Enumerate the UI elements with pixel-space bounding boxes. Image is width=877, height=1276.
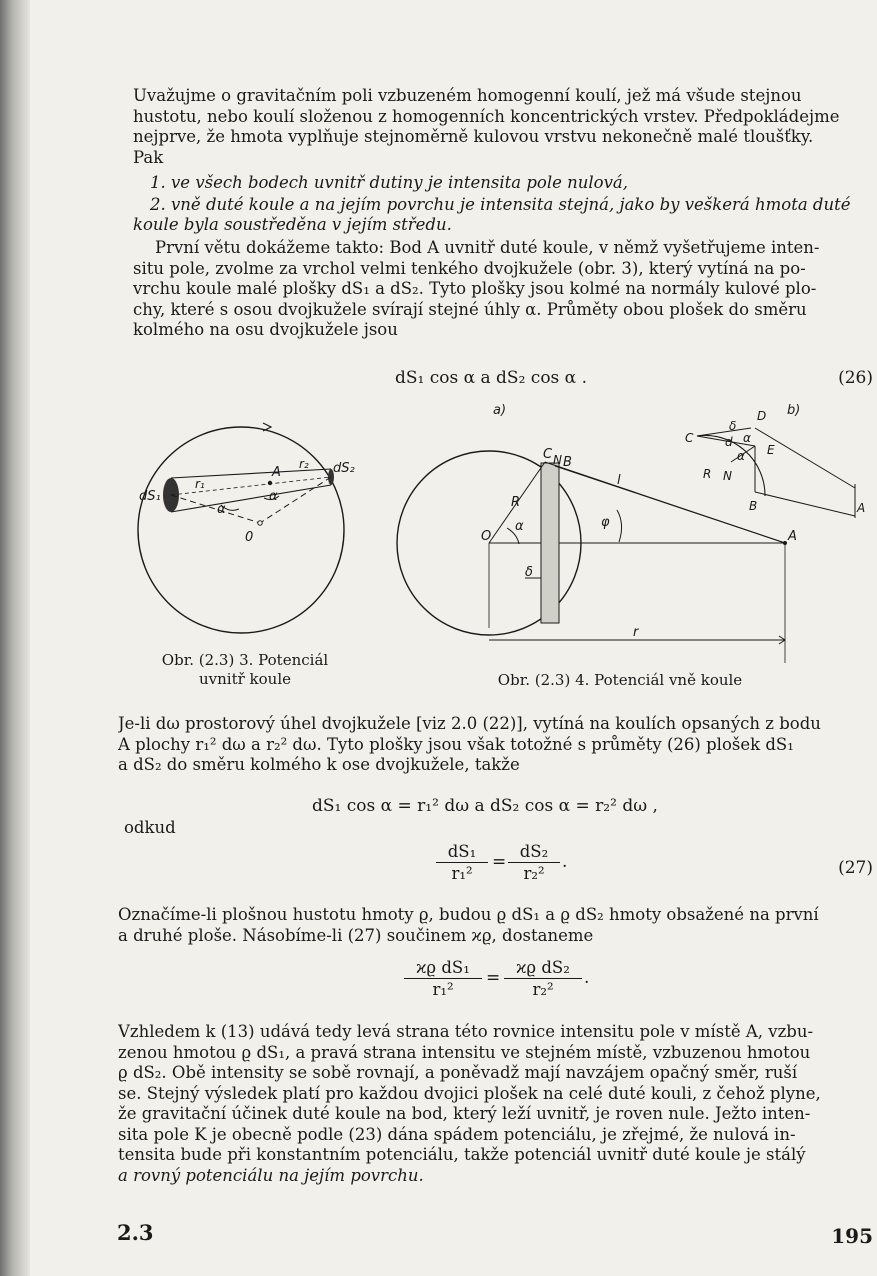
theorem-item-1 [150, 173, 877, 194]
denominator: r₂² [532, 980, 554, 999]
text-line: zenou hmotou ϱ dS₁, a pravá strana intensitu ve stejném místě, vzbuzenou hmotou [118, 1042, 811, 1062]
label-delta: δ [729, 419, 737, 433]
label-alpha-2: α [269, 489, 278, 504]
equals-sign: = [486, 968, 501, 988]
figure-3-caption [135, 651, 355, 689]
caption-line: Obr. (2.3) 3. Potenciál [161, 651, 329, 669]
figure-4-diagram [385, 398, 877, 668]
label-r: R [511, 495, 521, 510]
page-number: 195 [831, 1224, 873, 1248]
label-delta: δ [525, 565, 533, 580]
text-line: a rovný potenciálu na jejím povrchu. [118, 1165, 424, 1185]
theorem-item-2 [150, 195, 877, 216]
label-part-a: a) [493, 403, 507, 418]
figure-4b-detail [685, 409, 865, 518]
text-line: 1. ve všech bodech uvnitř dutiny je intensita pole nulová, [150, 173, 628, 192]
equals-sign: = [492, 852, 507, 872]
numerator: ϰϱ dS₁ [404, 958, 482, 979]
label-l: l [617, 473, 621, 488]
label-b: B [563, 455, 572, 470]
label-n: N [723, 469, 732, 483]
text-line: sita pole K je obecně podle (23) dána spádem potenciálu, je zřejmé, že nulová in- [118, 1124, 796, 1144]
label-n: N [553, 453, 562, 467]
text-line: A plochy r₁² dω a r₂² dω. Tyto plošky jsou však totožné s průměty (26) plošek dS₁ [118, 734, 794, 754]
label-alpha: α [515, 519, 524, 534]
label-part-b: b) [787, 403, 801, 418]
fraction-right-27 [508, 842, 560, 883]
label-alpha-1: α [217, 502, 226, 517]
text-line: Pak [133, 147, 164, 167]
section-number: 2.3 [117, 1220, 154, 1245]
fraction-left-28 [404, 958, 482, 999]
text-line: a druhé ploše. Násobíme-li (27) součinem ϰϱ, dostaneme [118, 925, 594, 945]
angle-arc-phi [617, 510, 622, 542]
text-line: situ pole, zvolme za vrchol velmi tenkého dvojkužele (obr. 3), který vytíná na po- [133, 258, 806, 278]
label-b: B [749, 499, 758, 513]
label-ds1: dS₁ [139, 489, 161, 504]
text-line: že gravitační účinek duté koule na bod, který leží uvnitř, je roven nule. Ježto inten- [118, 1104, 811, 1123]
detail-ray-bottom [755, 492, 855, 516]
label-o: O [481, 529, 492, 544]
point-a [268, 481, 272, 485]
fraction-right-28 [504, 958, 582, 999]
label-a: A [857, 501, 866, 515]
point-a [783, 541, 787, 545]
period: . [584, 968, 590, 988]
denominator: r₁² [432, 980, 454, 999]
label-c: C [685, 431, 694, 445]
label-phi: φ [601, 515, 610, 530]
label-a: A [788, 529, 797, 544]
text-line: ϱ dS₂. Obě intensity se sobě rovnají, a poněvadž mají navzájem opačný směr, ruší [118, 1063, 798, 1082]
label-distance-r: r [633, 625, 639, 640]
caption-line: uvnitř koule [198, 670, 291, 688]
equation-projection: dS₁ cos α = r₁² dω a dS₂ cos α = r₂² dω , [312, 796, 658, 816]
text-line: Označíme-li plošnou hustotu hmoty ϱ, budou ϱ dS₁ a ϱ dS₂ hmoty obsažené na první [118, 905, 819, 924]
denominator: r₁² [451, 864, 473, 883]
figure-3-diagram [135, 420, 355, 650]
text-line: chy, které s osou dvojkužele svírají stejné úhly α. Průměty obou plošek do směru [133, 299, 807, 319]
detail-ray-top [755, 428, 855, 488]
proof-paragraph [133, 238, 877, 341]
shell-layer [541, 463, 559, 623]
paragraph-conclusion [118, 1022, 877, 1186]
intro-paragraph [133, 86, 877, 168]
text-line: Vzhledem k (13) udává tedy levá strana této rovnice intensitu pole v místě A, vzbu- [118, 1022, 814, 1041]
text-line: a dS₂ do směru kolmého k ose dvojkužele, takže [118, 755, 520, 774]
text-line: se. Stejný výsledek platí pro každou dvojici plošek na celé duté kouli, z čehož plyne, [118, 1083, 821, 1103]
equation-number-27: (27) [838, 858, 873, 878]
label-alpha-2: α [737, 449, 745, 463]
label-o: 0 [245, 530, 254, 545]
label-r2: r₂ [299, 457, 309, 471]
equation-26: dS₁ cos α a dS₂ cos α . [395, 368, 587, 388]
text-line: koule byla soustředěna v jejím středu. [133, 215, 452, 234]
text-line: První větu dokážeme takto: Bod A uvnitř duté koule, v němž vyšetřujeme inten- [155, 238, 820, 257]
numerator: ϰϱ dS₂ [504, 958, 582, 979]
center-point-o [258, 521, 262, 525]
label-e: E [767, 443, 775, 457]
figure-4-caption: Obr. (2.3) 4. Potenciál vně koule [497, 671, 743, 689]
text-line: nejprve, že hmota vyplňuje stejnoměrně kulovou vrstvu nekonečně malé tloušťky. [133, 127, 814, 146]
paragraph-solid-angle [118, 714, 877, 776]
label-ds2: dS₂ [333, 461, 355, 476]
fraction-left-27 [436, 842, 488, 883]
sphere-outline [138, 427, 344, 633]
label-c: C [543, 447, 553, 462]
label-r: R [703, 467, 712, 481]
theorem-item-2-cont [133, 215, 877, 236]
text-line: Uvažujme o gravitačním poli vzbuzeném homogenní koulí, jež má všude stejnou [133, 86, 802, 105]
text-line: tensita bude při konstantním potenciálu, takže potenciál uvnitř duté koule je stálý [118, 1145, 806, 1164]
label-alpha-1: α [743, 431, 751, 445]
text-line: kolmého na osu dvojkužele jsou [133, 320, 398, 339]
label-d: D [757, 409, 767, 423]
text-odkud: odkud [124, 818, 176, 837]
period: . [562, 852, 568, 872]
text-line: hustotu, nebo koulí složenou z homogenních koncentrických vrstev. Předpokládejme [133, 106, 840, 126]
label-a: A [272, 465, 281, 480]
numerator: dS₂ [508, 842, 560, 863]
text-line: 2. vně duté koule a na jejím povrchu je intensita stejná, jako by veškerá hmota duté [150, 195, 851, 214]
label-d-small: d [725, 435, 733, 449]
label-r1: r₁ [195, 477, 205, 491]
text-line: vrchu koule malé plošky dS₁ a dS₂. Tyto plošky jsou kolmé na normály kulové plo- [133, 279, 817, 298]
equation-number-26: (26) [838, 368, 873, 388]
numerator: dS₁ [436, 842, 488, 863]
paragraph-density [118, 905, 877, 946]
denominator: r₂² [523, 864, 545, 883]
text-line: Je-li dω prostorový úhel dvojkužele [viz 2.0 (22)], vytíná na koulích opsaných z bodu [118, 714, 821, 733]
